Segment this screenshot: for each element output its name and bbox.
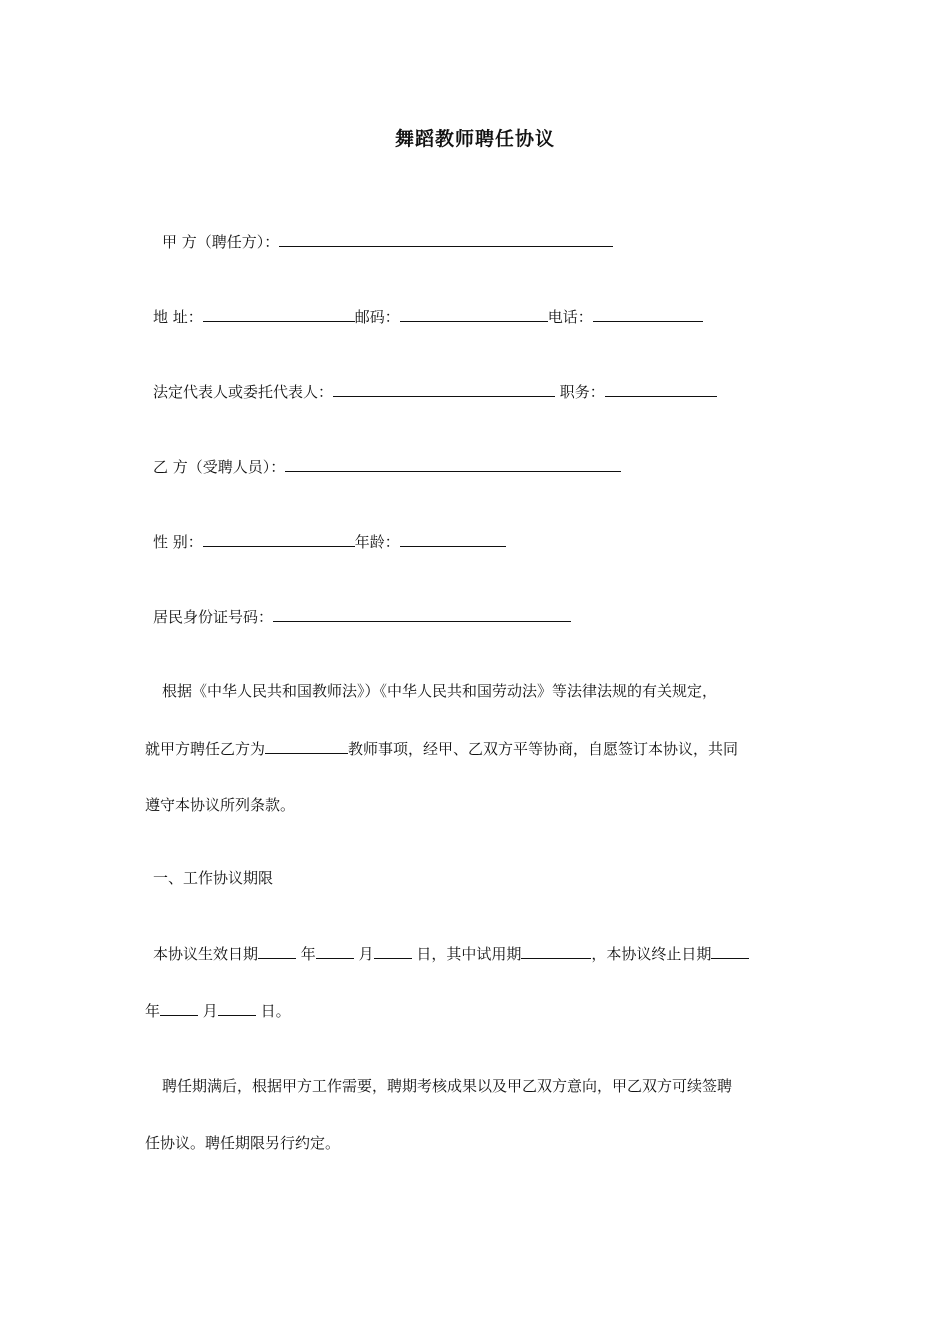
party-a-blank[interactable] bbox=[279, 230, 613, 247]
term-line-2 bbox=[145, 999, 291, 1022]
end-month-blank[interactable] bbox=[160, 999, 198, 1016]
month-label-2: 月 bbox=[198, 1002, 218, 1020]
year-label-1: 年 bbox=[296, 945, 316, 963]
party-b-blank[interactable] bbox=[285, 455, 621, 472]
id-blank[interactable] bbox=[273, 605, 571, 622]
start-day-blank[interactable] bbox=[374, 942, 412, 959]
age-blank[interactable] bbox=[400, 530, 506, 547]
start-month-blank[interactable] bbox=[316, 942, 354, 959]
gender-blank[interactable] bbox=[203, 530, 355, 547]
start-year-blank[interactable] bbox=[258, 942, 296, 959]
representative-blank[interactable] bbox=[333, 380, 555, 397]
age-label: 年龄： bbox=[354, 533, 400, 551]
end-day-blank[interactable] bbox=[218, 999, 256, 1016]
postcode-blank[interactable] bbox=[400, 305, 548, 322]
party-a-label: 甲 方（聘任方）： bbox=[162, 233, 280, 251]
section-1-heading: 一、工作协议期限 bbox=[153, 869, 274, 887]
month-label-1: 月 bbox=[353, 945, 374, 963]
intro-line-2-start: 就甲方聘任乙方为 bbox=[145, 740, 266, 758]
address-label: 地 址： bbox=[153, 308, 203, 326]
id-row bbox=[153, 605, 571, 628]
day-label-2: 日。 bbox=[255, 1002, 291, 1020]
representative-row bbox=[153, 380, 717, 403]
intro-line-2 bbox=[145, 737, 738, 760]
intro-line-2-end: 教师事项，经甲、乙双方平等协商，自愿签订本协议，共同 bbox=[348, 740, 739, 758]
address-row bbox=[153, 305, 703, 328]
party-a-row bbox=[162, 230, 613, 253]
representative-label: 法定代表人或委托代表人： bbox=[153, 383, 334, 401]
gender-row bbox=[153, 530, 506, 553]
party-b-label: 乙 方（受聘人员）： bbox=[153, 458, 286, 476]
phone-blank[interactable] bbox=[593, 305, 703, 322]
term-line-1 bbox=[153, 942, 749, 965]
end-date-label: ，本协议终止日期 bbox=[591, 945, 712, 963]
intro-line-3: 遵守本协议所列条款。 bbox=[145, 796, 296, 814]
year-label-2: 年 bbox=[145, 1002, 161, 1020]
phone-label: 电话： bbox=[547, 308, 593, 326]
address-blank[interactable] bbox=[203, 305, 355, 322]
intro-line-1: 根据《中华人民共和国教师法》）《中华人民共和国劳动法》等法律法规的有关规定， bbox=[162, 682, 718, 700]
teacher-type-blank[interactable] bbox=[265, 737, 348, 754]
trial-period-blank[interactable] bbox=[521, 942, 591, 959]
day-trial-label: 日，其中试用期 bbox=[411, 945, 522, 963]
end-year-blank-part1[interactable] bbox=[711, 942, 749, 959]
position-label: 职务： bbox=[555, 383, 605, 401]
id-label: 居民身份证号码： bbox=[153, 608, 274, 626]
document-title: 舞蹈教师聘任协议 bbox=[394, 128, 555, 150]
party-b-row bbox=[153, 455, 621, 478]
term-start-label: 本协议生效日期 bbox=[153, 945, 259, 963]
position-blank[interactable] bbox=[605, 380, 717, 397]
renewal-line-2: 任协议。聘任期限另行约定。 bbox=[145, 1134, 341, 1152]
renewal-line-1: 聘任期满后，根据甲方工作需要，聘期考核成果以及甲乙双方意向，甲乙双方可续签聘 bbox=[162, 1077, 733, 1095]
gender-label: 性 别： bbox=[153, 533, 203, 551]
postcode-label: 邮码： bbox=[354, 308, 400, 326]
